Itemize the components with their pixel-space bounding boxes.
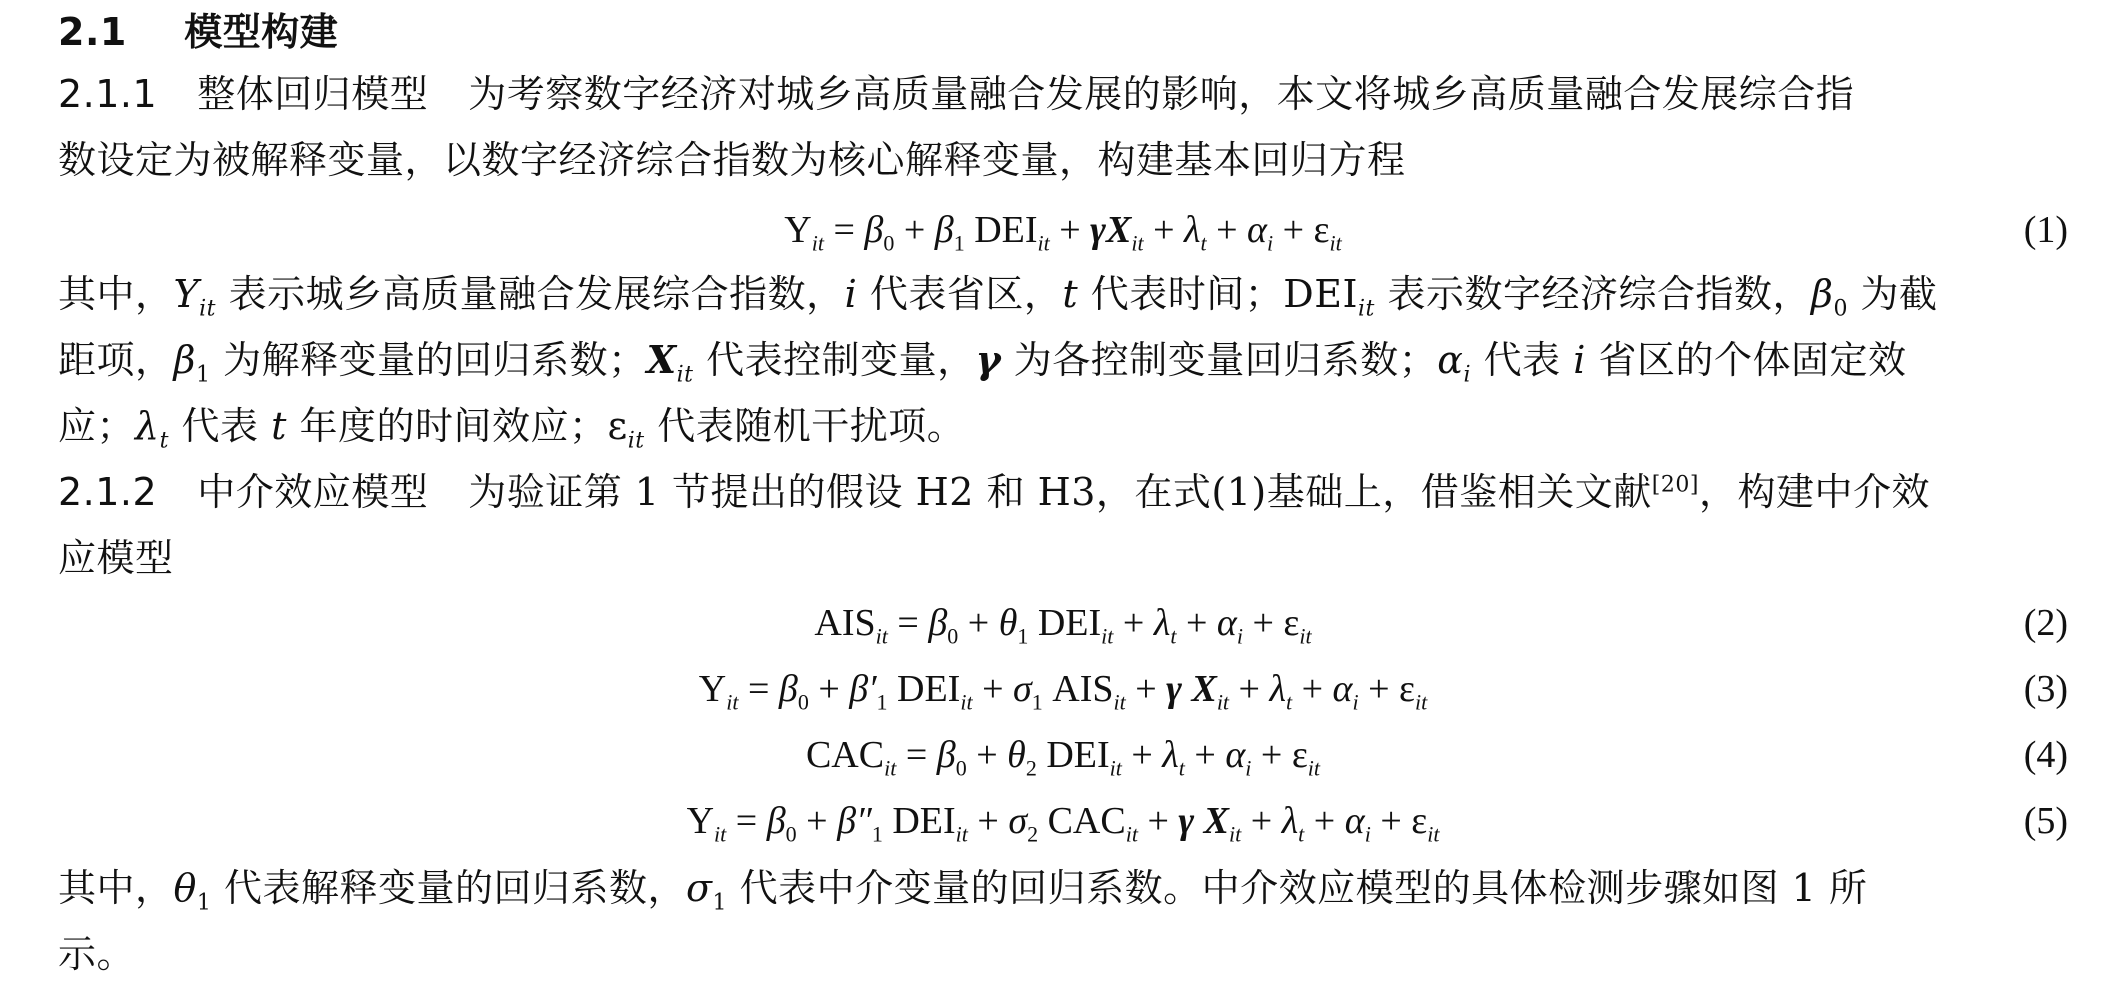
equation-4-body: $CAC_{it} = \beta_0 + \theta_2$ $DEI_{it} + \lambda_t + \alpha_i + \varepsilon_{it}$	[805, 734, 1321, 781]
text: 为各控制变量回归系数；	[1013, 338, 1438, 382]
equation-3-number: (3)	[2023, 668, 2068, 710]
text: 应；	[58, 404, 136, 448]
equation-3	[58, 664, 2068, 714]
paragraph-text: 应模型	[58, 536, 174, 580]
text: 代表	[1483, 338, 1561, 382]
equation-1-number: (1)	[2023, 209, 2068, 251]
text: 为解释变量的回归系数；	[223, 338, 647, 382]
equation-5	[58, 796, 2068, 846]
subsection-number: 2.1.1	[58, 72, 158, 116]
text: 省区的个体固定效	[1598, 338, 1907, 382]
text: 表示城乡高质量融合发展综合指数，	[228, 272, 845, 316]
section-title: 模型构建	[184, 10, 339, 54]
explanation-2-line1: 其中，$\theta_1$ 代表解释变量的回归系数，$\sigma_1$ 代表中介变量的回归系数。中介效应模型的具体检测步骤如图 1 所	[58, 866, 1868, 916]
explanation-1-line2: 距项，$\beta_1$ 为解释变量的回归系数；$X_{it}$ 代表控制变量，γ 为各控制变量回归系数；$\alpha_i$ 代表 i 省区的个体固定效	[58, 337, 1907, 388]
text: 代表	[181, 404, 259, 448]
text: 代表控制变量，	[706, 338, 976, 382]
paragraph-2-1-1-line2	[58, 136, 2068, 184]
text: 代表随机干扰项。	[657, 404, 966, 448]
text: 距项，	[58, 338, 174, 382]
subsection-title: 整体回归模型	[197, 72, 429, 116]
equation-5-body: $Y_{it} = \beta_0 + \beta''_1$ $DEI_{it} + \sigma_2$ $CAC_{it} + \gamma$ $X_{it} + \lambda_t + \alpha_i + \varepsilon_{it}$	[686, 800, 1440, 847]
paragraph-text: 数设定为被解释变量，以数字经济综合指数为核心解释变量，构建基本回归方程	[58, 138, 1406, 182]
explanation-1-line1: 其中，$Y_{it}$ 表示城乡高质量融合发展综合指数，i 代表省区，t 代表时间；$DEI_{it}$ 表示数字经济综合指数，$\beta_0$ 为截	[58, 272, 1938, 322]
subsection-number: 2.1.2	[58, 470, 158, 514]
paragraph-text: ，构建中介效	[1698, 470, 1930, 514]
equation-1-body: $Y_{it} = \beta_0 + \beta_1$ $DEI_{it} + \gamma X_{it} + \lambda_t + \alpha_i + \varepsilon_{it}$	[784, 209, 1342, 256]
text: 代表省区，	[869, 272, 1063, 316]
text: 代表时间；DEI	[1090, 272, 1358, 316]
text: 其中，	[58, 866, 174, 910]
equation-3-body: $Y_{it} = \beta_0 + \beta'_1$ $DEI_{it} + \sigma_1$ $AIS_{it} + \gamma$ $X_{it} + \lambda_t + \alpha_i + \varepsilon_{it}$	[698, 668, 1428, 715]
text: 表示数字经济综合指数，	[1387, 272, 1811, 316]
equation-2	[58, 598, 2068, 648]
paragraph-text: 为验证第 1 节提出的假设 H2 和 H3，在式(1)基础上，借鉴相关文献	[468, 470, 1652, 514]
citation-ref[interactable]: [20]	[1651, 472, 1699, 498]
paragraph-2-1-2-line2	[58, 534, 2068, 582]
equation-1	[58, 205, 2068, 255]
equation-2-number: (2)	[2023, 602, 2068, 644]
paper-page	[58, 0, 2068, 995]
equation-4-number: (4)	[2023, 734, 2068, 776]
text: 代表解释变量的回归系数，	[224, 866, 687, 910]
equation-2-body: $AIS_{it} = \beta_0 + \theta_1$ $DEI_{it} + \lambda_t + \alpha_i + \varepsilon_{it}$	[814, 602, 1312, 649]
section-number: 2.1	[58, 10, 127, 54]
text: 其中，	[58, 272, 174, 316]
explanation-1-line3: 应；$\lambda_t$ 代表 t 年度的时间效应；$\varepsilon_{it}$ 代表随机干扰项。	[58, 404, 966, 454]
explanation-2-line2	[58, 930, 2068, 978]
text: 为截	[1860, 272, 1938, 316]
paragraph-2-1-1-line1	[58, 70, 2068, 118]
paragraph-text: 为考察数字经济对城乡高质量融合发展的影响，本文将城乡高质量融合发展综合指	[468, 72, 1855, 116]
equation-5-number: (5)	[2023, 800, 2068, 842]
text: 代表中介变量的回归系数。中介效应模型的具体检测步骤如图 1 所	[739, 866, 1868, 910]
text: 年度的时间效应；	[299, 404, 608, 448]
section-heading	[58, 8, 2068, 56]
text: 示。	[58, 932, 136, 976]
equation-4	[58, 730, 2068, 780]
paragraph-2-1-2-line1	[58, 468, 2068, 516]
subsection-title: 中介效应模型	[197, 470, 429, 514]
